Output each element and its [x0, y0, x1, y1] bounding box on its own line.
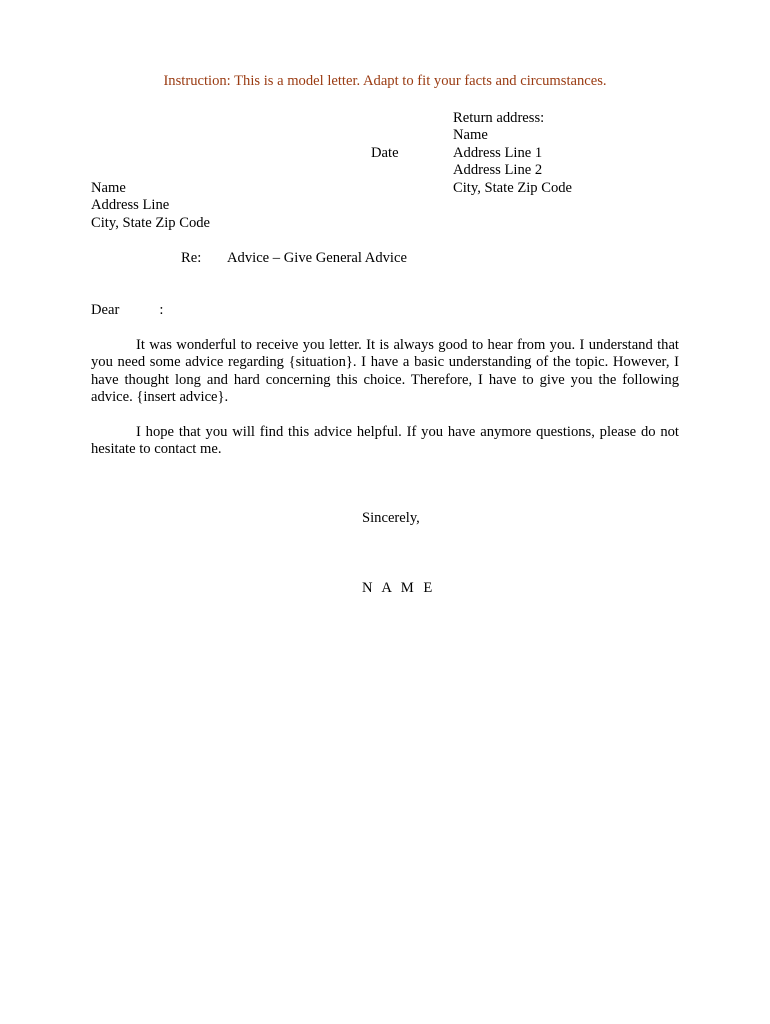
- body-paragraph-2: I hope that you will find this advice helpful. If you have anymore questions, please do not hesitate to contact me.: [91, 424, 679, 458]
- recipient-name: Name: [91, 180, 126, 196]
- re-label: Re:: [181, 250, 202, 266]
- salutation: [91, 302, 163, 319]
- return-address-label: Return address:: [453, 110, 545, 126]
- recipient-address: Address Line: [91, 197, 170, 214]
- salutation-dear: Dear: [91, 302, 120, 318]
- instruction-note: Instruction: This is a model letter. Adapt to fit your facts and circumstances.: [163, 73, 607, 89]
- recipient-city-state-zip: City, State Zip Code: [91, 214, 211, 231]
- return-address-block: [453, 110, 572, 197]
- signature-name: N A M E: [362, 580, 436, 596]
- body-paragraph-1: It was wonderful to receive you letter. It is always good to hear from you. I understand that you need some advice regarding {situation}. I have a basic understanding of the topic. However, I have thought long and hard concerning this choice. Therefore, I have to give you the following advice. {insert advice}.: [91, 337, 679, 406]
- return-address-line1: Address Line 1: [453, 144, 543, 161]
- recipient-block: [91, 180, 210, 232]
- re-subject: Advice – Give General Advice: [227, 250, 407, 266]
- salutation-colon: :: [159, 302, 164, 318]
- return-address-name: Name: [453, 127, 488, 144]
- return-address-city-state-zip: City, State Zip Code: [453, 179, 573, 196]
- return-address-line2: Address Line 2: [453, 162, 543, 179]
- closing: Sincerely,: [362, 510, 420, 526]
- letter-date: Date: [371, 145, 399, 161]
